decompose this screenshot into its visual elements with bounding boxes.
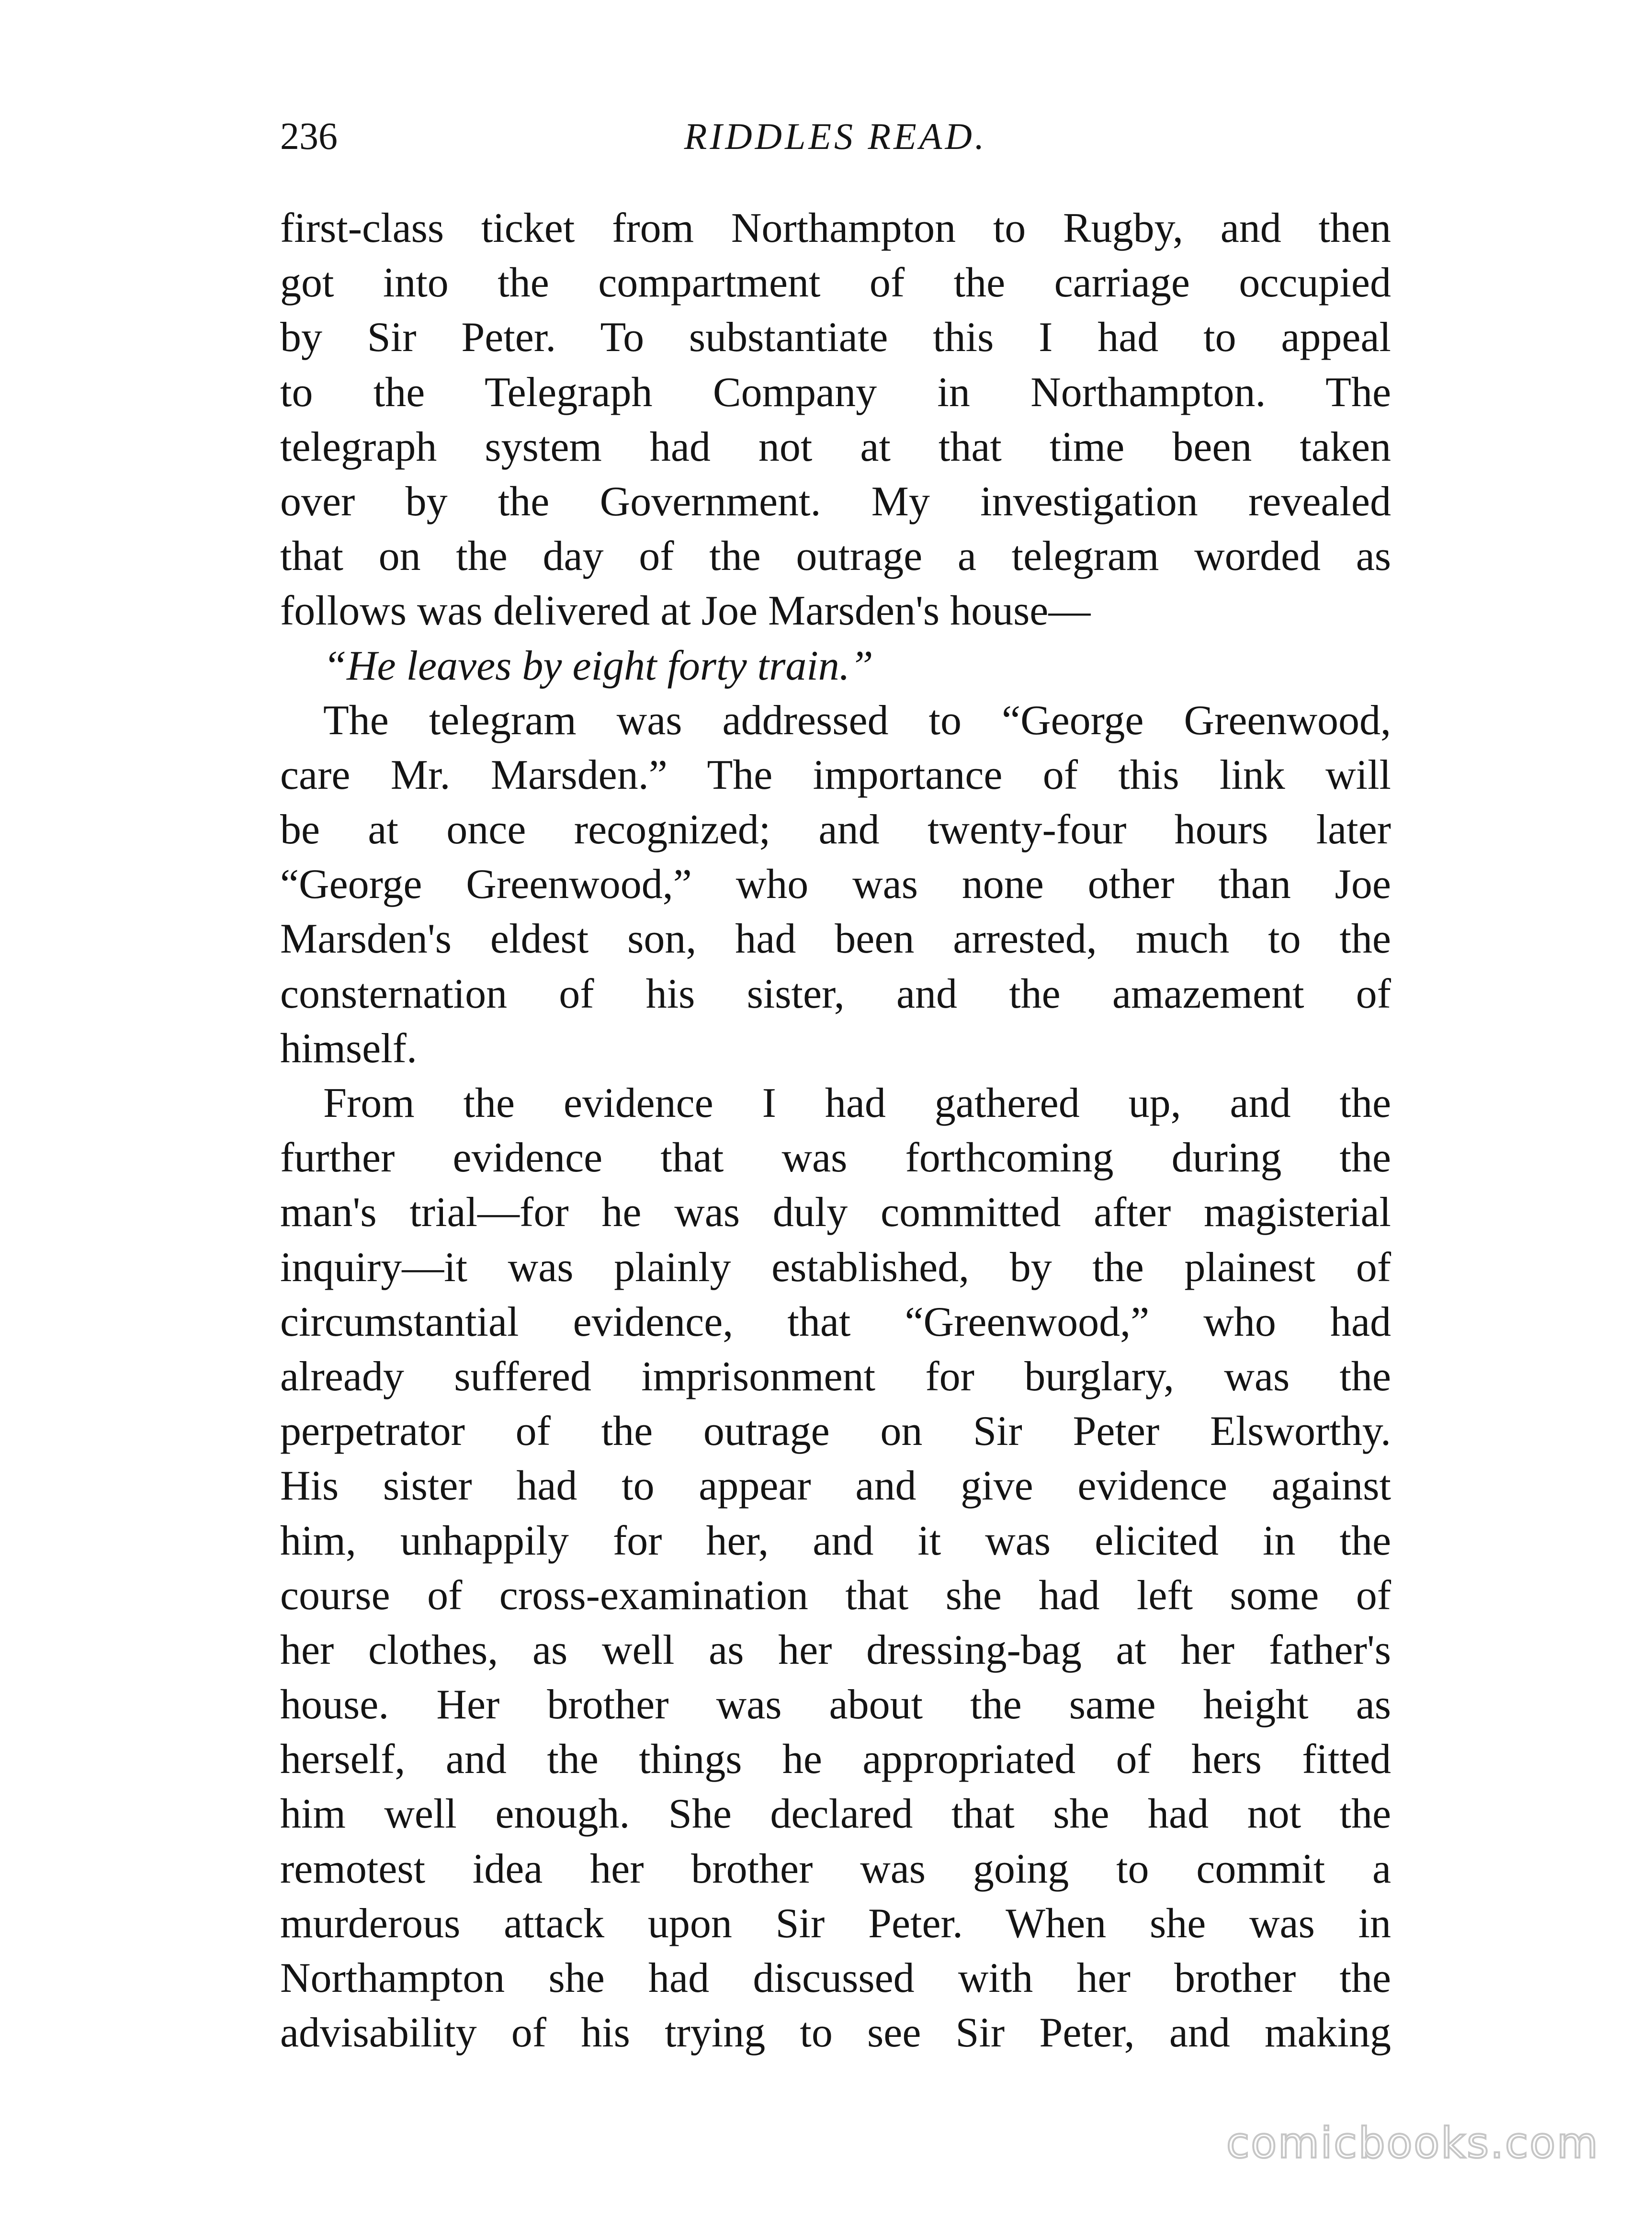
text-line: “George Greenwood,” who was none other than Joe — [280, 861, 1391, 908]
text-line: first-class ticket from Northampton to Rugby, and then — [280, 205, 1391, 251]
text-line: From the evidence I had gathered up, and the — [323, 1080, 1391, 1126]
text-line: Marsden's eldest son, had been arrested, much to the — [280, 916, 1391, 963]
telegram-quote: “He leaves by eight forty train.” — [323, 642, 873, 689]
running-title: RIDDLES READ. — [684, 115, 987, 157]
text-line: him well enough. She declared that she had not the — [280, 1791, 1391, 1838]
text-line: telegraph system had not at that time been taken — [280, 423, 1391, 470]
text-line: Northampton she had discussed with her brother the — [280, 1955, 1391, 2001]
text-line: remotest idea her brother was going to commit a — [280, 1845, 1391, 1892]
running-head — [280, 108, 1391, 165]
text-line: him, unhappily for her, and it was elicited in the — [280, 1517, 1391, 1564]
text-line: murderous attack upon Sir Peter. When she was in — [280, 1900, 1391, 1947]
text-line: by Sir Peter. To substantiate this I had to appeal — [280, 314, 1391, 361]
text-line: over by the Government. My investigation revealed — [280, 478, 1391, 525]
text-line: consternation of his sister, and the amazement of — [280, 970, 1391, 1017]
site-watermark: comicbooks.com — [1226, 2118, 1599, 2168]
text-line: that on the day of the outrage a telegram worded as — [280, 533, 1391, 580]
page-number: 236 — [280, 115, 338, 158]
text-line: be at once recognized; and twenty-four hours later — [280, 807, 1391, 853]
text-line: herself, and the things he appropriated of hers fitted — [280, 1736, 1391, 1783]
text-line: already suffered imprisonment for burglary, was the — [280, 1353, 1391, 1400]
text-line: perpetrator of the outrage on Sir Peter Elsworthy. — [280, 1408, 1391, 1455]
text-line: to the Telegraph Company in Northampton. The — [280, 369, 1391, 416]
text-line: got into the compartment of the carriage occupied — [280, 260, 1391, 307]
text-line: man's trial—for he was duly committed after magisterial — [280, 1189, 1391, 1236]
text-line: circumstantial evidence, that “Greenwood,” who had — [280, 1298, 1391, 1345]
text-line: care Mr. Marsden.” The importance of this link will — [280, 751, 1391, 798]
body-text — [280, 201, 1391, 2060]
text-line: further evidence that was forthcoming during the — [280, 1135, 1391, 1182]
text-line: The telegram was addressed to “George Greenwood, — [323, 697, 1391, 744]
text-line: advisability of his trying to see Sir Peter, and making — [280, 2010, 1391, 2057]
text-line: himself. — [280, 1025, 417, 1072]
text-line: her clothes, as well as her dressing-bag at her father's — [280, 1626, 1391, 1673]
text-line: follows was delivered at Joe Marsden's house— — [280, 588, 1091, 635]
text-line: His sister had to appear and give evidence against — [280, 1463, 1391, 1510]
text-line: inquiry—it was plainly established, by the plainest of — [280, 1244, 1391, 1291]
text-line: course of cross-examination that she had left some of — [280, 1572, 1391, 1619]
text-line: house. Her brother was about the same height as — [280, 1682, 1391, 1728]
